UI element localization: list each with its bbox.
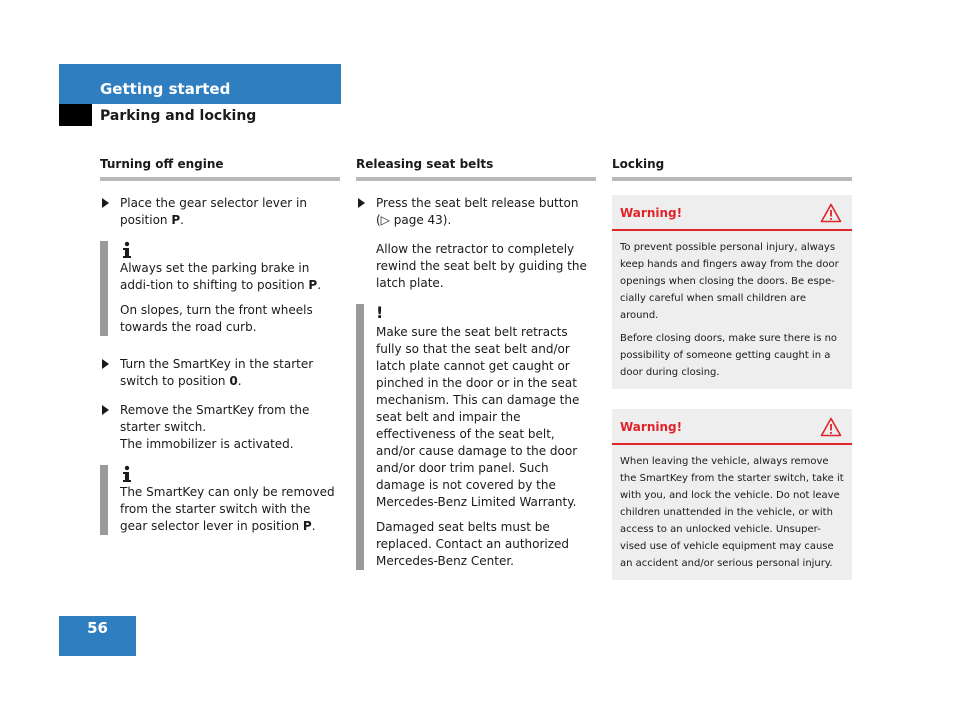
exclamation-icon: ! (376, 303, 384, 322)
step-item: Remove the SmartKey from the starter switch. The immobilizer is activated. (100, 402, 340, 453)
info-icon (120, 241, 134, 259)
info-note (100, 465, 340, 535)
note-bar (100, 465, 108, 535)
note-text: Always set the parking brake in addi-tion to shifting to position P. (120, 261, 322, 292)
note-bar (100, 241, 108, 336)
warning-triangle-icon (820, 203, 842, 223)
warning-box (612, 409, 852, 580)
warning-header (612, 409, 852, 445)
arrow-bullet-icon (102, 405, 109, 415)
paragraph: Allow the retractor to completely rewind the seat belt by guiding the latch plate. (376, 242, 587, 290)
column-heading: Locking (612, 157, 852, 181)
arrow-bullet-icon (358, 198, 365, 208)
warning-body (612, 445, 852, 572)
arrow-bullet-icon (102, 359, 109, 369)
page-number: 56 (59, 616, 136, 656)
column-heading: Turning off engine (100, 157, 340, 181)
warning-triangle-icon (820, 417, 842, 437)
column-turning-off-engine (100, 157, 340, 555)
step-item: Press the seat belt release button (▷ page 43). (356, 195, 596, 229)
warning-text: Before closing doors, make sure there is no possibility of someone getting caught in a door during closing. (620, 333, 838, 378)
note-text: Make sure the seat belt retracts fully so that the seat belt and/or latch plate cannot get caught or pinched in the door or in the seat mechanism. This can damage the seat belt and impair the effectiveness of the seat belt, and/or cause damage to the door and/or door trim panel. Such damage is not covered by the Mercedes-Benz Limited Warranty. (376, 325, 580, 509)
info-note (100, 241, 340, 336)
column-locking (612, 157, 852, 600)
note-text: On slopes, turn the front wheels towards the road curb. (120, 303, 313, 334)
step-item: Place the gear selector lever in position P. (100, 195, 340, 229)
page-reference: (▷ page 43). (376, 213, 452, 227)
column-heading: Releasing seat belts (356, 157, 596, 181)
warning-title: Warning! (620, 420, 683, 434)
warning-header (612, 195, 852, 231)
warning-title: Warning! (620, 206, 683, 220)
caution-note (356, 304, 596, 570)
section-title: Parking and locking (100, 108, 257, 124)
step-item: Turn the SmartKey in the starter switch to position 0. (100, 356, 340, 390)
info-icon (120, 465, 134, 483)
arrow-bullet-icon (102, 198, 109, 208)
warning-body (612, 231, 852, 381)
note-text: The SmartKey can only be removed from the starter switch with the gear selector lever in position P. (120, 485, 335, 533)
warning-box (612, 195, 852, 389)
chapter-title: Getting started (100, 80, 231, 98)
section-marker (59, 104, 92, 126)
column-releasing-seat-belts (356, 157, 596, 590)
note-bar (356, 304, 364, 570)
warning-text: To prevent possible personal injury, always keep hands and fingers away from the door openings when closing the doors. Be espe-cially careful when small children are around. (620, 242, 839, 321)
warning-text: When leaving the vehicle, always remove the SmartKey from the starter switch, take it with you, and lock the vehicle. Do not leave children unattended in the vehicle, or with access to an unlocked vehicle. Unsuper-vised use of vehicle equipment may cause an accident and/or serious personal injury. (620, 456, 844, 569)
note-text: Damaged seat belts must be replaced. Contact an authorized Mercedes-Benz Center. (376, 520, 570, 568)
